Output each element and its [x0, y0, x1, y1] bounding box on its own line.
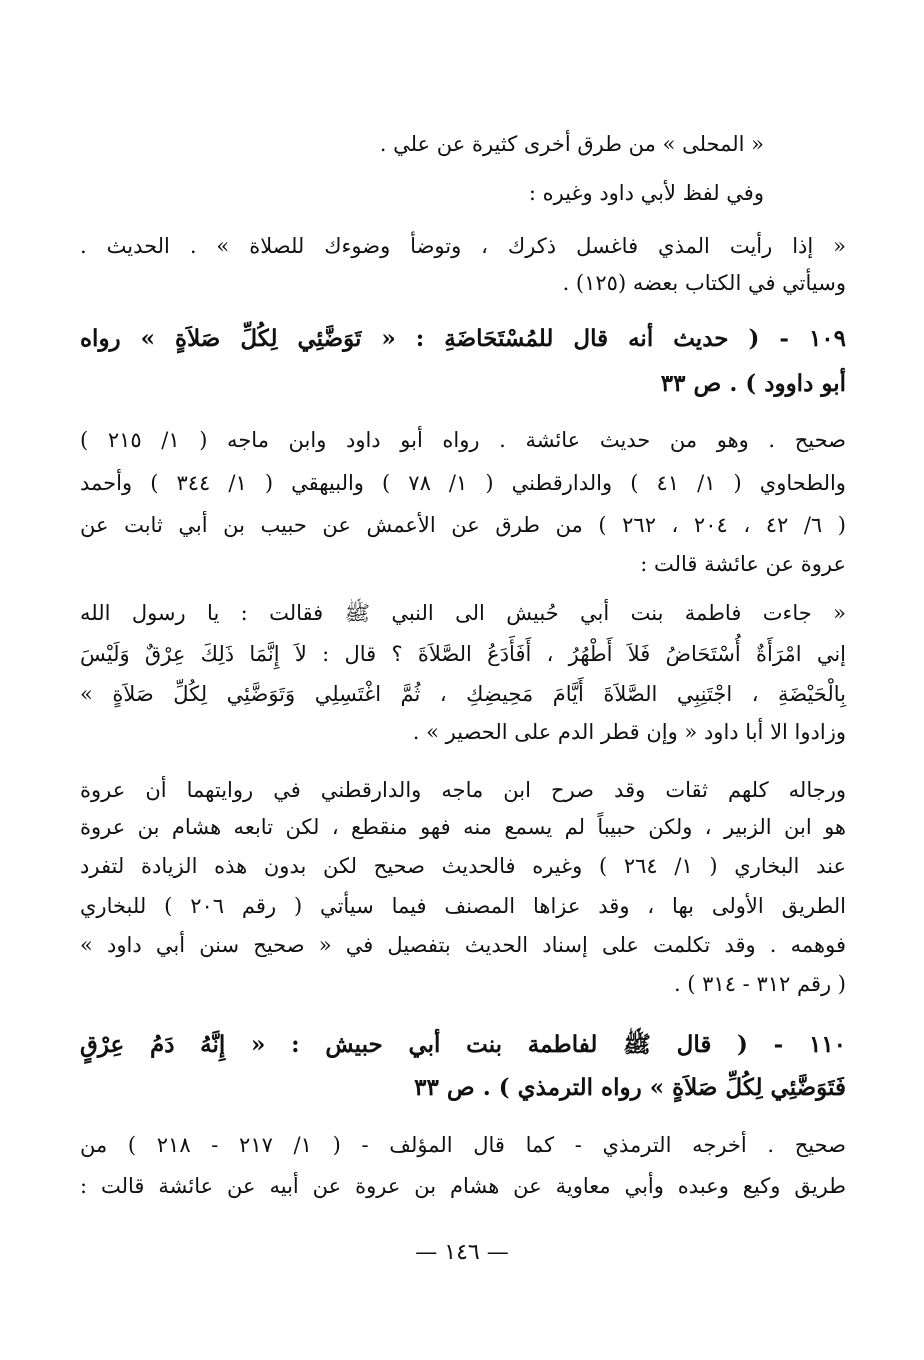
quote-line-1: « جاءت فاطمة بنت أبي حُبيش الى النبي ﷺ فقالت : يا رسول الله [80, 601, 846, 625]
text-line-10: عروة عن عائشة قالت : [640, 552, 846, 576]
text-line-2: وفي لفظ لأبي داود وغيره : [528, 181, 764, 205]
quote-line-4: وزادوا الا أبا داود « وإن قطر الدم على الحصير » . [412, 720, 846, 744]
text-line-16: هو ابن الزبير ، ولكن حبيباً لم يسمع منه فهو منقطع ، لكن تابعه هشام بن عروة [80, 815, 846, 839]
text-line-3: « إذا رأيت المذي فاغسل ذكرك ، وتوضأ وضوءك للصلاة » . الحديث . [80, 234, 846, 258]
text-line-20: ( رقم ٣١٢ - ٣١٤ ) . [673, 972, 846, 996]
text-line-4: وسيأتي في الكتاب بعضه (١٢٥) . [562, 271, 846, 295]
entry-109-heading-cont: أبو داوود ) . ص ٣٣ [660, 370, 846, 397]
entry-110-heading: ١١٠ - ( قال ﷺ لفاطمة بنت أبي حبيش : « إِنَّهُ دَمُ عِرْقٍ [80, 1031, 846, 1058]
page-number: — ١٤٦ — [415, 1240, 509, 1265]
entry-110-heading-cont: فَتَوَضَّئِي لِكُلِّ صَلاَةٍ » رواه الترمذي ) . ص ٣٣ [414, 1074, 846, 1101]
text-line-1: « المحلى » من طرق أخرى كثيرة عن علي . [379, 132, 764, 156]
text-line-17: عند البخاري ( ١/ ٢٦٤ ) وغيره فالحديث صحيح لكن بدون هذه الزيادة لتفرد [80, 854, 846, 878]
text-line-23: صحيح . أخرجه الترمذي - كما قال المؤلف - ( ١/ ٢١٧ - ٢١٨ ) من [80, 1133, 846, 1157]
quote-line-2: إني امْرَأَةٌ أُسْتَحَاضُ فَلاَ أَطْهُرُ ، أَفَأَدَعُ الصَّلاَةَ ؟ قال : لاَ إِنَّمَا ذَلِكَ عِرْقٌ وَلَيْسَ [80, 642, 846, 666]
text-line-18: الطريق الأولى بها ، وقد عزاها المصنف فيما سيأتي ( رقم ٢٠٦ ) للبخاري [80, 894, 847, 918]
text-line-24: طريق وكيع وعبده وأبي معاوية عن هشام بن عروة عن أبيه عن عائشة قالت : [80, 1174, 846, 1198]
text-line-19: فوهمه . وقد تكلمت على إسناد الحديث بتفصيل في « صحيح سنن أبي داود » [80, 933, 846, 957]
text-line-8: والطحاوي ( ١/ ٤١ ) والدارقطني ( ١/ ٧٨ ) والبيهقي ( ١/ ٣٤٤ ) وأحمد [80, 471, 846, 495]
text-line-9: ( ٦/ ٤٢ ، ٢٠٤ ، ٢٦٢ ) من طرق عن الأعمش عن حبيب بن أبي ثابت عن [80, 513, 846, 537]
text-line-15: ورجاله كلهم ثقات وقد صرح ابن ماجه والدارقطني في روايتهما أن عروة [80, 778, 846, 802]
text-line-7: صحيح . وهو من حديث عائشة . رواه أبو داود وابن ماجه ( ١/ ٢١٥ ) [80, 428, 846, 452]
quote-line-3: بِالْحَيْضَةِ ، اجْتَنِبِي الصَّلاَةَ أَيَّامَ مَحِيضِكِ ، ثُمَّ اغْتَسِلِي وَتَوَضَّئِي لِكُلِّ صَلاَةٍ » [80, 682, 846, 706]
entry-109-heading: ١٠٩ - ( حديث أنه قال للمُسْتَحَاضَةِ : « تَوَضَّئِي لِكُلِّ صَلاَةٍ » رواه [80, 325, 846, 352]
